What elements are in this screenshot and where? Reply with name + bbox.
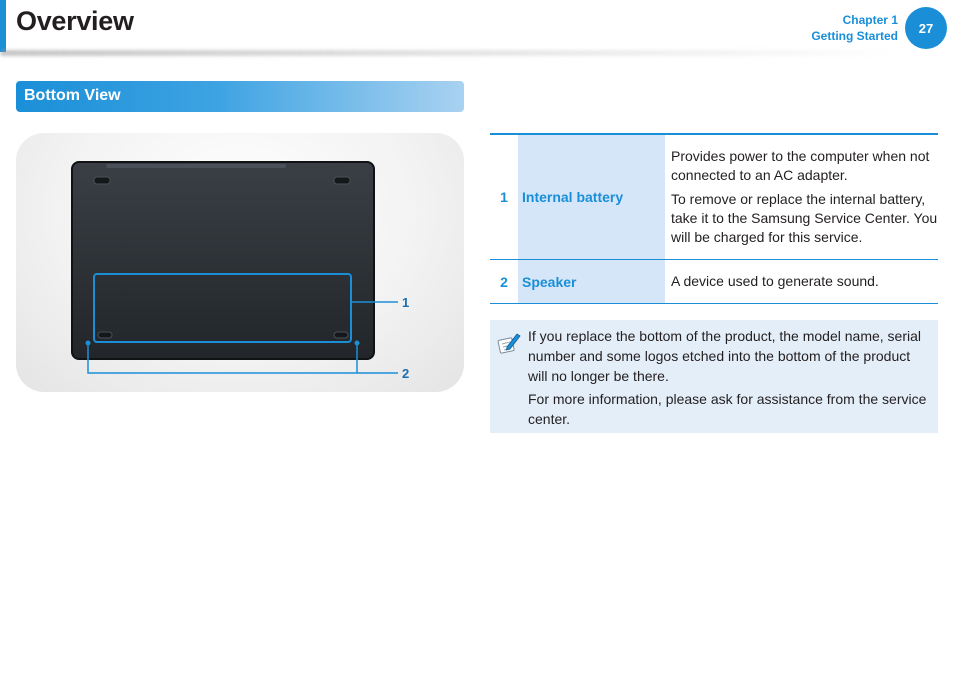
chapter-label: [811, 12, 898, 44]
callout-number-2: 2: [402, 366, 410, 381]
hinge-strip: [106, 164, 286, 168]
component-name: Speaker: [518, 260, 665, 304]
header-accent-bar: [0, 0, 6, 52]
table-row: [490, 260, 938, 304]
chapter-number: Chapter 1: [842, 13, 898, 27]
description-paragraph: Provides power to the computer when not connected to an AC adapter.: [671, 148, 930, 183]
component-table: [490, 133, 938, 304]
chapter-name: Getting Started: [811, 29, 898, 43]
note-paragraph: For more information, please ask for assistance from the service center.: [528, 391, 927, 427]
component-number: 1: [500, 189, 508, 205]
callout-number-1: 1: [402, 295, 410, 310]
description-paragraph: A device used to generate sound.: [671, 273, 879, 289]
component-name: Internal battery: [518, 134, 665, 260]
rubber-foot: [334, 332, 348, 338]
page-number-badge: 27: [905, 7, 947, 49]
note-paragraph: If you replace the bottom of the product, the model name, serial number and some logos etched into the bottom of the product will no longer be there.: [528, 328, 921, 384]
component-description: [665, 134, 938, 260]
laptop-shell: [72, 162, 374, 359]
rubber-foot: [94, 177, 110, 184]
section-title: Bottom View: [24, 87, 121, 104]
rubber-foot: [98, 332, 112, 338]
table-row: [490, 134, 938, 260]
note-box: [490, 320, 938, 433]
description-paragraph: To remove or replace the internal battery, take it to the Samsung Service Center. You will be charged for this service.: [671, 191, 938, 245]
component-number: 2: [500, 273, 508, 290]
page-title: Overview: [16, 6, 134, 36]
rubber-foot: [334, 177, 350, 184]
component-description: [665, 260, 938, 304]
note-pencil-icon: [496, 330, 522, 356]
laptop-bottom-illustration: [16, 133, 464, 392]
header-divider: [0, 50, 900, 56]
section-header: [16, 81, 464, 112]
note-text: [528, 326, 933, 429]
bottom-view-figure: [16, 133, 464, 392]
